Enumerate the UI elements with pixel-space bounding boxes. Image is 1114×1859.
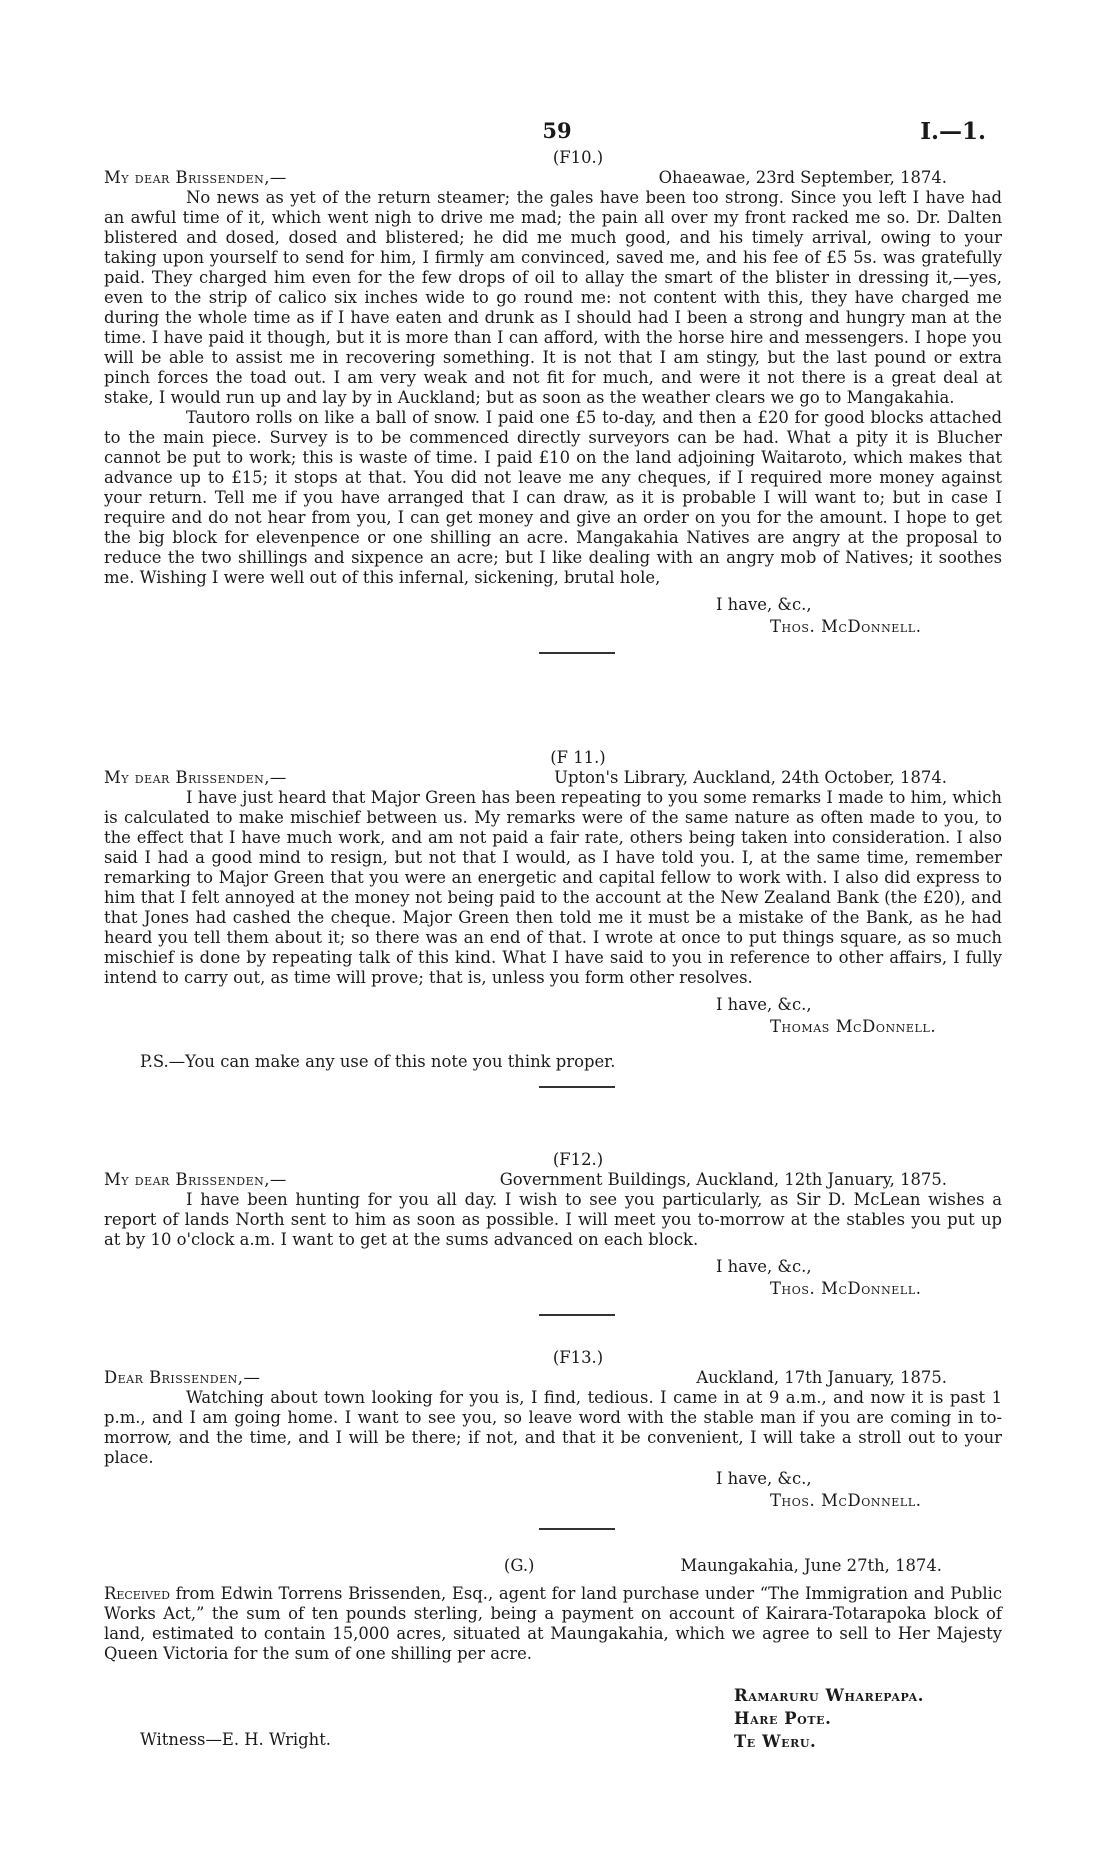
receipt-body <box>104 1584 1002 1664</box>
salutation-row <box>104 1170 1002 1190</box>
paragraph: I have just heard that Major Green has been repeating to you some remarks I made to him, which is calculated to make mischief between us. My remarks were of the same nature as often made to you, to the effect that I have much work, and am not paid a fair rate, others being taken into consideration. I also said I had a good mind to resign, but not that I would, as I have told you. I, at the same time, remember remarking to Major Green that you were an energetic and capital fellow to work with. I also did express to him that I felt annoyed at the money not being paid to the account at the New Zealand Bank (the £20), and that Jones had cashed the cheque. Major Green then told me it must be a mistake of the Bank, as he had heard you tell them about it; so there was an end of that. I wrote at once to put things square, as so much mischief is done by repeating talk of this kind. What I have said to you in reference to other affairs, I fully intend to carry out, as time will prove; that is, unless you form other resolves. <box>104 788 1002 987</box>
receipt-heading-row <box>104 1556 1002 1576</box>
signatory: Te Weru. <box>734 1732 817 1751</box>
place-date: Maungakahia, June 27th, 1874. <box>680 1556 942 1575</box>
place-date: Government Buildings, Auckland, 12th January, 1875. <box>499 1170 947 1189</box>
salutation: My dear Brissenden,— <box>104 768 287 787</box>
divider <box>539 652 615 654</box>
letter-heading: (F10.) <box>552 148 604 167</box>
divider <box>539 1086 615 1088</box>
receipt-g <box>104 1556 1002 1784</box>
signature: Thos. McDonnell. <box>770 617 922 636</box>
letter-heading: (F12.) <box>552 1150 604 1169</box>
receipt-text: from Edwin Torrens Brissenden, Esq., agent for land purchase under “The Immigration and Public Works Act,” the sum of ten pounds sterling, being a payment on account of Kairara-Totarapoka block of land, estimated to contain 15,000 acres, situated at Maungakahia, which we agree to sell to Her Majesty Queen Victoria for the sum of one shilling per acre. <box>104 1584 1002 1663</box>
place-date: Upton's Library, Auckland, 24th October, 1874. <box>554 768 947 787</box>
signatory: Hare Pote. <box>734 1709 832 1728</box>
salutation: Dear Brissenden,— <box>104 1368 261 1387</box>
letter-f13 <box>104 1348 1002 1530</box>
page-number: 59 <box>542 118 572 143</box>
closing: I have, &c., <box>716 1469 812 1488</box>
receipt-lead-word: Received <box>104 1584 170 1603</box>
document-id: I.—1. <box>920 118 986 145</box>
paragraph: Tautoro rolls on like a ball of snow. I paid one £5 to-day, and then a £20 for good blocks attached to the main piece. Survey is to be commenced directly surveyors can be had. What a pity it is Blucher cannot be put to work; this is waste of time. I paid £10 on the land adjoining Waitaroto, which makes that advance up to £15; it stops at that. You did not leave me any cheques, if I required more money against your return. Tell me if you have arranged that I can draw, as it is probable I will want to; but in case I require and do not hear from you, I can get money and give an order on you for the amount. I hope to get the big block for elevenpence or one shilling an acre. Mangakahia Natives are angry at the proposal to reduce the two shillings and sixpence an acre; but I like dealing with an angry mob of Natives; it soothes me. Wishing I were well out of this infernal, sickening, brutal hole, <box>104 408 1002 587</box>
salutation: My dear Brissenden,— <box>104 1170 287 1189</box>
witness: Witness—E. H. Wright. <box>140 1730 331 1749</box>
salutation: My dear Brissenden,— <box>104 168 287 187</box>
paragraph: Watching about town looking for you is, I find, tedious. I came in at 9 a.m., and now it is past 1 p.m., and I am going home. I want to see you, so leave word with the stable man if you are coming in to-morrow, and the time, and I will be there; if not, and that it be convenient, I will take a stroll out to your place. <box>104 1388 1002 1467</box>
signatory: Ramaruru Wharepapa. <box>734 1686 925 1705</box>
paragraph: I have been hunting for you all day. I wish to see you particularly, as Sir D. McLean wishes a report of lands North sent to him as soon as possible. I will meet you to-morrow at the stables you put up at by 10 o'clock a.m. I want to get at the sums advanced on each block. <box>104 1190 1002 1249</box>
signature-block <box>104 1256 1002 1300</box>
receipt-heading: (G.) <box>503 1556 535 1575</box>
letter-f12 <box>104 1150 1002 1316</box>
postscript: P.S.—You can make any use of this note you think proper. <box>140 1052 616 1071</box>
signature-block <box>104 594 1002 638</box>
closing: I have, &c., <box>716 1257 812 1276</box>
salutation-row <box>104 768 1002 788</box>
place-date: Ohaeawae, 23rd September, 1874. <box>658 168 947 187</box>
divider <box>539 1314 615 1316</box>
signature-block <box>104 1468 1002 1512</box>
signature: Thos. McDonnell. <box>770 1491 922 1510</box>
signature: Thomas McDonnell. <box>770 1017 937 1036</box>
letter-f10 <box>104 148 1002 654</box>
place-date: Auckland, 17th January, 1875. <box>696 1368 947 1387</box>
signature-block <box>104 994 1002 1038</box>
signature: Thos. McDonnell. <box>770 1279 922 1298</box>
salutation-row <box>104 1368 1002 1388</box>
divider <box>539 1528 615 1530</box>
closing: I have, &c., <box>716 595 812 614</box>
salutation-row <box>104 168 1002 188</box>
paragraph: No news as yet of the return steamer; the gales have been too strong. Since you left I have had an awful time of it, which went nigh to drive me mad; the pain all over my front racked me so. Dr. Dalten blistered and dosed, dosed and blistered; he did me much good, and his timely arrival, owing to your taking upon yourself to send for him, I firmly am convinced, saved me, and his fee of £5 5s. was gratefully paid. They charged him even for the few drops of oil to allay the smart of the blister in dressing it,—yes, even to the strip of calico six inches wide to go round me: not content with this, they have charged me during the whole time as if I have eaten and drunk as I should had I been a strong and hungry man at the time. I have paid it though, but it is more than I can afford, with the horse hire and messengers. I hope you will be able to assist me in recovering something. It is not that I am stingy, but the last pound or extra pinch forces the toad out. I am very weak and not fit for much, and were it not there is a great deal at stake, I would run up and lay by in Auckland; but as soon as the weather clears we go to Mangakahia. <box>104 188 1002 407</box>
letter-heading: (F 11.) <box>550 748 606 767</box>
letter-heading: (F13.) <box>552 1348 604 1367</box>
closing: I have, &c., <box>716 995 812 1014</box>
letter-f11 <box>104 748 1002 1088</box>
signatories <box>734 1684 924 1753</box>
receipt-signatures <box>104 1684 1002 1784</box>
